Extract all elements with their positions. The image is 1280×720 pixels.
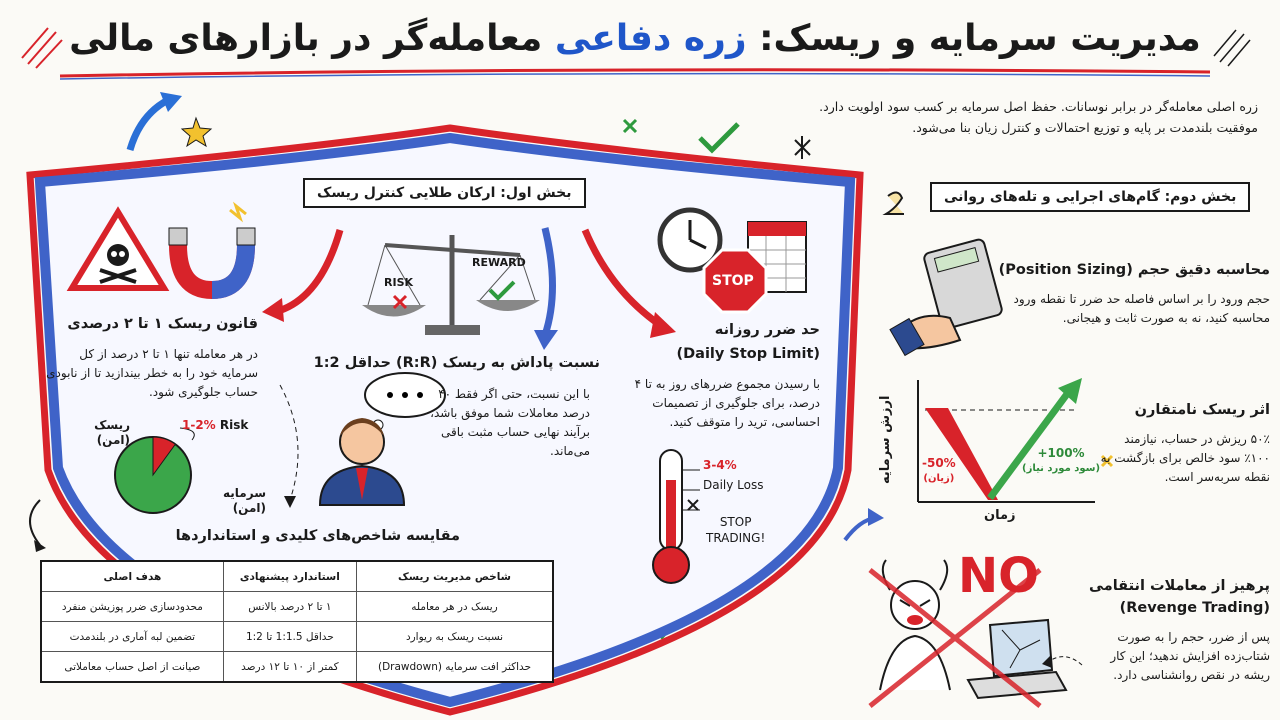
gain-line [990,390,1070,498]
title-hatch-left [22,28,62,68]
stop-sign-text: STOP [712,273,754,289]
pie-risk-fa: ریسک [94,418,130,432]
thermo-pct: 3-4% [703,458,737,472]
asym-ylabel: ارزش سرمایه [878,395,893,485]
blue-arrow-icon [130,100,168,150]
table-header: هدف اصلی [42,562,223,592]
scale-reward-label: REWARD [472,256,526,269]
stop-title-en: (Daily Stop Limit) [676,346,820,362]
table-cell: ریسک در هر معامله [357,592,552,622]
title-part1: مدیریت سرمایه و ریسک: [746,18,1201,59]
rule-title: قانون ریسک ۱ تا ۲ درصدی [67,316,258,332]
sparkle-icon [795,136,810,159]
pie-risk-en: Risk [219,418,249,432]
table-cell: کمتر از ۱۰ تا ۱۲ درصد [223,652,356,682]
asym-xlabel: زمان [984,508,1016,523]
table-row [42,592,552,622]
table-header: استاندارد پیشنهادی [223,562,356,592]
stop-title: حد ضرر روزانه [714,322,820,338]
table-cell: حداکثر افت سرمایه (Drawdown) [357,652,552,682]
pie-risk-pct: 1-2% [182,418,216,432]
asym-title: اثر ریسک نامتقارن [1134,402,1270,418]
pie-label-pct [182,418,248,432]
scale-risk-label: RISK [384,276,414,289]
table-header-row [42,562,552,592]
compare-title: مقایسه شاخص‌های کلیدی و استانداردها [175,528,460,544]
standards-table [40,560,554,683]
page-title [60,18,1210,59]
intro-line1: زره اصلی معامله‌گر در برابر نوسانات. حفظ اصل سرمایه بر کسب سود اولویت دارد. [819,99,1258,114]
thermo-label: Daily Loss [703,478,764,492]
revenge-title: پرهیز از معاملات انتقامی [1089,578,1270,594]
stop-trading-1: STOP [719,515,752,529]
pie-label-risk [70,418,130,448]
pie-risk-fa2: (امن) [96,433,130,447]
asym-body: ۵۰٪ ریزش در حساب، نیازمند ۱۰۰٪ سود خالص برای بازگشت به نقطه سربه‌سر است. [1100,432,1270,484]
sizing-title: محاسبه دقیق حجم (Position Sizing) [998,262,1270,278]
check-icon [700,124,738,150]
table-row [42,652,552,682]
sizing-body: حجم ورود را بر اساس فاصله حد ضرر تا نقطه ورود محاسبه کنید، نه به صورت ثابت و هیجانی. [1013,292,1270,325]
table-cell: تضمین لبه آماری در بلندمدت [42,622,223,652]
table-row [42,622,552,652]
part1-label: بخش اول: ارکان طلایی کنترل ریسک [303,178,586,208]
asym-loss [922,456,956,486]
intro-text [738,96,1258,138]
stop-trading [706,514,765,546]
star-icon [182,118,211,146]
revenge-title-en: (Revenge Trading) [1119,600,1270,616]
calculator-icon [890,238,1003,355]
rule-body: در هر معامله تنها ۱ تا ۲ درصد از کل سرمایه خود را به خطر بیندازید تا از نابودی حساب جلوگیری شود. [46,347,258,399]
table-cell: حداقل 1:1.5 تا 1:2 [223,622,356,652]
table-header: شاخص مدیریت ریسک [357,562,552,592]
table-cell: ۱ تا ۲ درصد بالانس [223,592,356,622]
table-cell: محدودسازی ضرر پوزیشن منفرد [42,592,223,622]
no-text: NO [958,548,1039,604]
title-highlight: زره دفاعی [554,18,747,59]
part2-label: بخش دوم: گام‌های اجرایی و تله‌های روانی [930,182,1250,212]
asym-gain-fa: (سود مورد نیاز) [1022,463,1101,474]
rr-title: نسبت پاداش به ریسک (R:R) حداقل 1:2 [313,355,600,371]
table-cell: صیانت از اصل حساب معاملاتی [64,660,201,673]
intro-line2: موفقیت بلندمدت بر پایه و توزیع احتمالات و کنترل زیان بنا می‌شود. [912,120,1258,135]
loss-line [925,408,998,500]
asym-gain [1022,446,1100,476]
pie-label-capital [206,486,266,516]
rr-body: با این نسبت، حتی اگر فقط ۴۰ درصد معاملات شما موفق باشد، برآیند نهایی حساب مثبت باقی می‌ماند. [430,387,590,458]
pie-capital-fa2: (امن) [232,501,266,515]
table-cell: نسبت ریسک به ریوارد [357,622,552,652]
pie-capital-fa: سرمایه [223,486,266,500]
title-hatch-right [1214,30,1250,66]
stop-trading-2: TRADING! [706,531,766,545]
asym-loss-pct: -50% [922,456,956,470]
stop-body: با رسیدن مجموع ضررهای روز به تا ۴ درصد، برای جلوگیری از تصمیمات احساسی، ترید را متوقف کنید. [634,377,820,429]
title-part2: معامله‌گر در بازارهای مالی [69,18,555,59]
revenge-body: پس از ضرر، حجم را به صورت شتاب‌زده افزایش ندهید؛ این کار ریشه در نقص روانشناسی دارد. [1110,630,1270,682]
asym-gain-pct: +100% [1037,446,1085,460]
asym-loss-fa: (زیان) [923,473,955,484]
